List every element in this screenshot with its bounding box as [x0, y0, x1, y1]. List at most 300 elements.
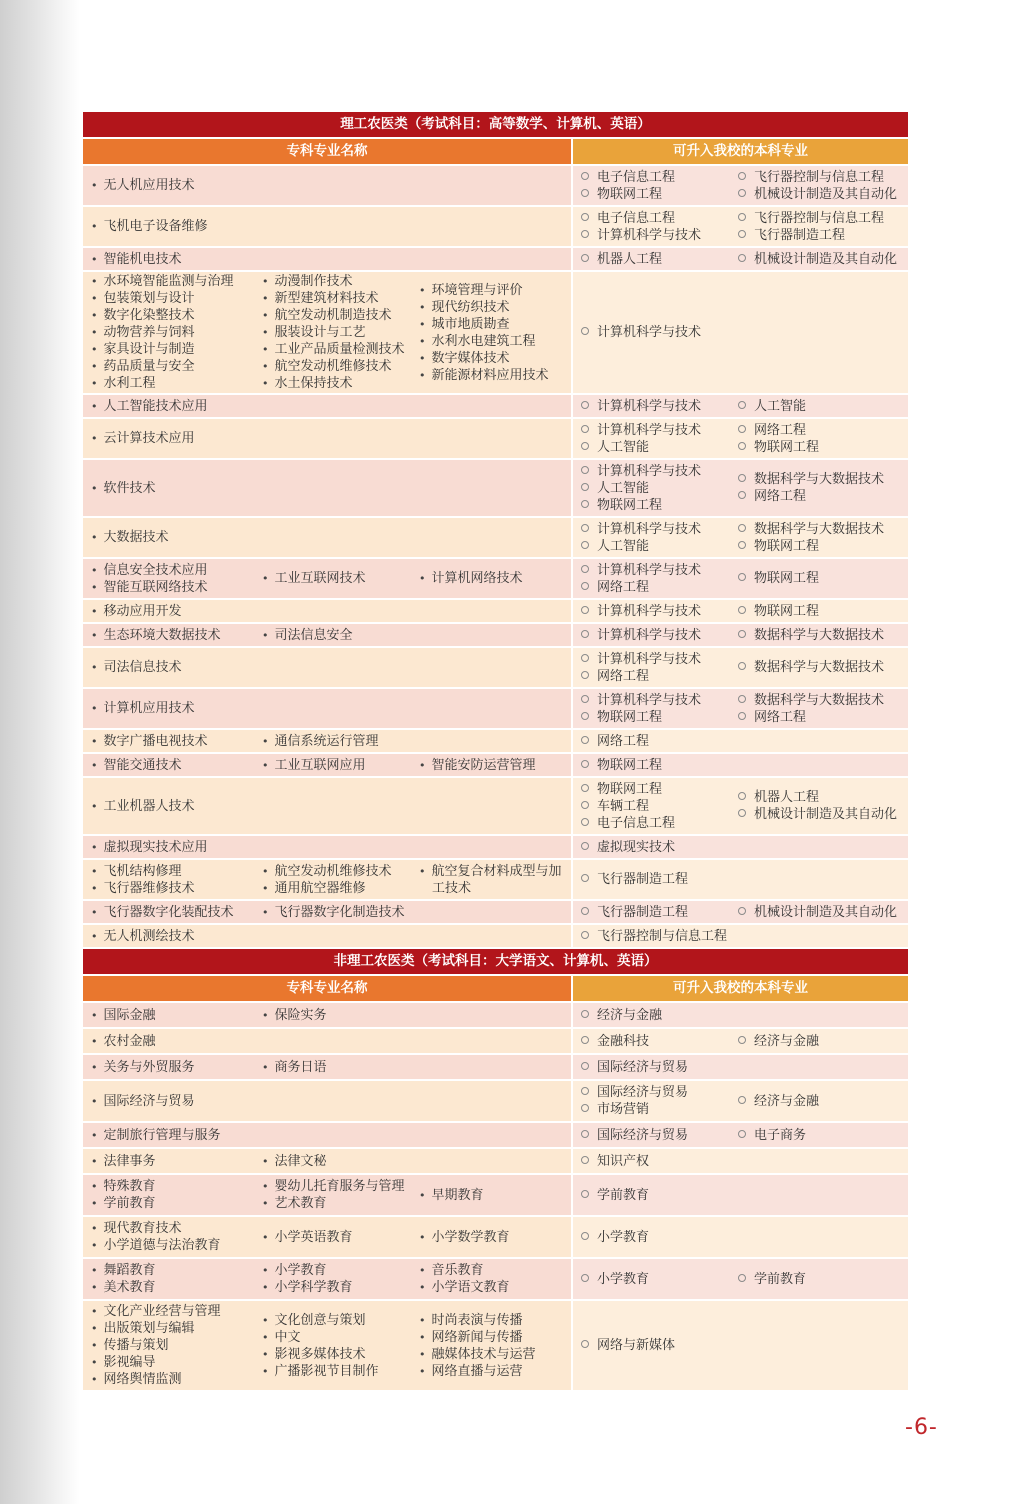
bachelor-major-item: 网络工程: [581, 668, 730, 685]
bachelor-major-item: 飞行器控制与信息工程: [581, 928, 730, 945]
diploma-major-item: • 虚拟现实技术应用: [91, 839, 571, 856]
bachelor-major-column: [730, 627, 908, 644]
diploma-major-item: • 数字广播电视技术: [91, 733, 240, 750]
diploma-major-column: [240, 1229, 397, 1246]
diploma-majors-cell: [83, 648, 571, 687]
diploma-major-column: [397, 757, 571, 774]
diploma-majors-cell: [83, 272, 571, 393]
diploma-major-item: • 水利工程: [91, 375, 240, 392]
diploma-major-item: • 网络新闻与传播: [419, 1329, 571, 1346]
diploma-major-item: • 无人机测绘技术: [91, 928, 571, 945]
diploma-major-item: • 出版策划与编辑: [91, 1320, 240, 1337]
bachelor-major-item: 网络工程: [581, 579, 730, 596]
table-row: [83, 925, 908, 947]
diploma-major-item: • 云计算技术应用: [91, 430, 571, 447]
table-row: [83, 395, 908, 417]
diploma-major-column: [240, 273, 405, 392]
diploma-major-item: • 广播影视节目制作: [262, 1363, 397, 1380]
diploma-major-column: [240, 733, 397, 750]
bachelor-majors-cell: [573, 460, 908, 516]
diploma-major-column: [83, 251, 571, 268]
diploma-majors-cell: [83, 207, 571, 246]
diploma-majors-cell: [83, 1217, 571, 1257]
bachelor-major-item: 人工智能: [738, 398, 908, 415]
diploma-majors-cell: [83, 860, 571, 899]
bachelor-major-column: [573, 463, 730, 514]
diploma-major-column: [83, 1153, 240, 1170]
diploma-majors-cell: [83, 1123, 571, 1147]
diploma-major-item: • 航空复合材料成型与加工技术: [419, 863, 571, 897]
diploma-major-item: • 早期教育: [419, 1187, 571, 1204]
diploma-major-item: • 城市地质勘查: [419, 316, 571, 333]
bachelor-major-item: 网络工程: [738, 488, 908, 505]
column-header-diploma-majors: 专科专业名称: [83, 976, 571, 1001]
diploma-major-column: [83, 757, 240, 774]
diploma-major-item: • 艺术教育: [262, 1195, 397, 1212]
bachelor-major-item: 计算机科学与技术: [581, 227, 730, 244]
diploma-major-item: • 家具设计与制造: [91, 341, 240, 358]
diploma-majors-cell: [83, 1081, 571, 1121]
diploma-major-item: • 小学道德与法治教育: [91, 1237, 240, 1254]
bachelor-majors-cell: [573, 166, 908, 205]
bachelor-major-column: [573, 251, 730, 268]
diploma-major-item: • 传播与策划: [91, 1337, 240, 1354]
diploma-majors-cell: [83, 925, 571, 947]
diploma-major-item: • 航空发动机制造技术: [262, 307, 397, 324]
bachelor-major-item: 数据科学与大数据技术: [738, 627, 908, 644]
diploma-major-item: • 工业产品质量检测技术: [262, 341, 397, 358]
diploma-major-column: [83, 863, 240, 897]
bachelor-major-column: [730, 521, 908, 555]
table-row: [83, 648, 908, 687]
diploma-major-item: • 通信系统运行管理: [262, 733, 397, 750]
bachelor-major-item: 学前教育: [581, 1187, 730, 1204]
bachelor-major-item: 物联网工程: [581, 757, 730, 774]
diploma-major-item: • 工业互联网技术: [262, 570, 397, 587]
diploma-major-item: • 司法信息技术: [91, 659, 571, 676]
diploma-majors-cell: [83, 395, 571, 417]
bachelor-major-column: [730, 659, 908, 676]
bachelor-majors-cell: [573, 1301, 908, 1390]
table-row: [83, 1149, 908, 1173]
diploma-major-item: • 信息安全技术应用: [91, 562, 240, 579]
bachelor-majors-cell: [573, 754, 908, 776]
bachelor-major-item: 飞行器制造工程: [581, 904, 730, 921]
bachelor-major-item: 网络与新媒体: [581, 1337, 730, 1354]
diploma-major-item: • 小学语文教育: [419, 1279, 571, 1296]
bachelor-major-column: [573, 1007, 730, 1024]
bachelor-major-item: 金融科技: [581, 1033, 730, 1050]
diploma-major-column: [240, 570, 397, 587]
diploma-major-column: [240, 757, 397, 774]
bachelor-major-item: 物联网工程: [581, 781, 730, 798]
bachelor-major-column: [573, 757, 730, 774]
diploma-major-column: [83, 839, 571, 856]
page-number: -6-: [905, 1415, 938, 1440]
diploma-major-column: [240, 1312, 397, 1380]
diploma-major-item: • 文化产业经营与管理: [91, 1303, 240, 1320]
diploma-major-item: • 环境管理与评价: [419, 282, 571, 299]
bachelor-major-item: 网络工程: [738, 709, 908, 726]
table-row: [83, 248, 908, 270]
bachelor-major-item: 计算机科学与技术: [581, 463, 730, 480]
diploma-major-column: [83, 1262, 240, 1296]
bachelor-major-item: 知识产权: [581, 1153, 730, 1170]
bachelor-major-item: 经济与金融: [581, 1007, 730, 1024]
bachelor-major-column: [573, 1337, 730, 1354]
bachelor-major-column: [730, 251, 908, 268]
bachelor-major-column: [573, 422, 730, 456]
bachelor-major-item: 计算机科学与技术: [581, 324, 730, 341]
diploma-major-column: [83, 1033, 571, 1050]
diploma-majors-cell: [83, 248, 571, 270]
diploma-majors-cell: [83, 600, 571, 622]
bachelor-major-item: 国际经济与贸易: [581, 1059, 730, 1076]
diploma-major-column: [83, 562, 240, 596]
diploma-major-item: • 药品质量与安全: [91, 358, 240, 375]
bachelor-majors-cell: [573, 248, 908, 270]
bachelor-major-item: 人工智能: [581, 480, 730, 497]
diploma-major-item: • 婴幼儿托育服务与管理: [262, 1178, 397, 1195]
bachelor-majors-cell: [573, 1055, 908, 1079]
bachelor-major-item: 电子信息工程: [581, 210, 730, 227]
bachelor-major-item: 小学教育: [581, 1229, 730, 1246]
diploma-major-item: • 关务与外贸服务: [91, 1059, 240, 1076]
table-row: [83, 518, 908, 557]
bachelor-majors-cell: [573, 901, 908, 923]
bachelor-majors-cell: [573, 778, 908, 834]
bachelor-major-item: 电子商务: [738, 1127, 908, 1144]
bachelor-major-item: 计算机科学与技术: [581, 692, 730, 709]
table-row: [83, 1081, 908, 1121]
bachelor-major-item: 人工智能: [581, 538, 730, 555]
column-header-diploma-majors: 专科专业名称: [83, 139, 571, 164]
bachelor-major-item: 物联网工程: [738, 570, 908, 587]
bachelor-major-column: [730, 1271, 908, 1288]
diploma-major-column: [397, 282, 571, 384]
diploma-major-column: [83, 904, 240, 921]
bachelor-major-item: 计算机科学与技术: [581, 651, 730, 668]
diploma-major-item: • 飞机电子设备维修: [91, 218, 571, 235]
diploma-major-item: • 动漫制作技术: [262, 273, 397, 290]
bachelor-major-item: 机器人工程: [581, 251, 730, 268]
bachelor-majors-cell: [573, 1003, 908, 1027]
table-row: [83, 600, 908, 622]
table-row: [83, 272, 908, 393]
diploma-major-item: • 航空发动机维修技术: [262, 358, 397, 375]
diploma-major-column: [240, 863, 397, 897]
diploma-majors-cell: [83, 460, 571, 516]
diploma-major-item: • 工业互联网应用: [262, 757, 397, 774]
diploma-majors-cell: [83, 518, 571, 557]
table-row: [83, 559, 908, 598]
bachelor-majors-cell: [573, 1149, 908, 1173]
table-row: [83, 1029, 908, 1053]
diploma-major-item: • 飞行器数字化制造技术: [262, 904, 397, 921]
diploma-major-column: [83, 177, 571, 194]
bachelor-major-column: [573, 692, 730, 726]
bachelor-major-column: [573, 928, 730, 945]
diploma-major-column: [397, 1229, 571, 1246]
diploma-major-item: • 农村金融: [91, 1033, 571, 1050]
diploma-majors-cell: [83, 901, 571, 923]
diploma-major-item: • 数字化染整技术: [91, 307, 240, 324]
bachelor-major-item: 小学教育: [581, 1271, 730, 1288]
diploma-major-column: [240, 1059, 397, 1076]
bachelor-major-column: [573, 562, 730, 596]
diploma-major-item: • 文化创意与策划: [262, 1312, 397, 1329]
diploma-major-item: • 法律事务: [91, 1153, 240, 1170]
diploma-majors-cell: [83, 624, 571, 646]
diploma-major-column: [397, 1187, 571, 1204]
diploma-major-item: • 移动应用开发: [91, 603, 571, 620]
diploma-major-column: [83, 603, 571, 620]
bachelor-majors-cell: [573, 1123, 908, 1147]
diploma-major-column: [83, 1220, 240, 1254]
bachelor-major-item: 市场营销: [581, 1101, 730, 1118]
bachelor-majors-cell: [573, 836, 908, 858]
diploma-major-item: • 水土保持技术: [262, 375, 397, 392]
bachelor-major-item: 计算机科学与技术: [581, 398, 730, 415]
bachelor-major-column: [730, 904, 908, 921]
bachelor-major-item: 计算机科学与技术: [581, 422, 730, 439]
bachelor-major-column: [730, 603, 908, 620]
diploma-major-column: [397, 1312, 571, 1380]
bachelor-majors-cell: [573, 207, 908, 246]
bachelor-majors-cell: [573, 272, 908, 393]
diploma-major-item: • 保险实务: [262, 1007, 397, 1024]
bachelor-major-item: 计算机科学与技术: [581, 521, 730, 538]
diploma-majors-cell: [83, 1175, 571, 1215]
diploma-major-item: • 特殊教育: [91, 1178, 240, 1195]
diploma-major-item: • 现代纺织技术: [419, 299, 571, 316]
diploma-major-column: [397, 1262, 571, 1296]
bachelor-major-item: 网络工程: [581, 733, 730, 750]
bachelor-major-column: [573, 1153, 730, 1170]
bachelor-major-item: 物联网工程: [738, 538, 908, 555]
diploma-major-item: • 融媒体技术与运营: [419, 1346, 571, 1363]
bachelor-major-item: 飞行器控制与信息工程: [738, 169, 908, 186]
diploma-major-column: [83, 700, 571, 717]
bachelor-majors-cell: [573, 1259, 908, 1299]
diploma-major-item: • 飞机结构修理: [91, 863, 240, 880]
diploma-major-item: • 法律文秘: [262, 1153, 397, 1170]
bachelor-major-column: [573, 1127, 730, 1144]
diploma-majors-cell: [83, 778, 571, 834]
bachelor-major-item: 计算机科学与技术: [581, 562, 730, 579]
table-row: [83, 207, 908, 246]
bachelor-majors-cell: [573, 600, 908, 622]
bachelor-major-column: [573, 398, 730, 415]
bachelor-majors-cell: [573, 689, 908, 728]
bachelor-major-column: [730, 1093, 908, 1110]
table-row: [83, 460, 908, 516]
table-row: [83, 836, 908, 858]
bachelor-major-column: [573, 1271, 730, 1288]
diploma-major-column: [83, 430, 571, 447]
diploma-major-column: [397, 863, 571, 897]
diploma-major-item: • 计算机网络技术: [419, 570, 571, 587]
bachelor-major-column: [573, 651, 730, 685]
bachelor-major-column: [573, 324, 730, 341]
bachelor-major-column: [730, 570, 908, 587]
diploma-major-item: • 软件技术: [91, 480, 571, 497]
bachelor-major-column: [573, 169, 730, 203]
diploma-majors-cell: [83, 1029, 571, 1053]
bachelor-majors-cell: [573, 419, 908, 458]
bachelor-major-item: 电子信息工程: [581, 815, 730, 832]
diploma-major-item: • 智能交通技术: [91, 757, 240, 774]
diploma-major-item: • 网络直播与运营: [419, 1363, 571, 1380]
column-header-row: [83, 139, 908, 164]
table-row: [83, 1175, 908, 1215]
diploma-major-column: [83, 798, 571, 815]
bachelor-major-item: 经济与金融: [738, 1033, 908, 1050]
bachelor-major-column: [573, 733, 730, 750]
bachelor-major-item: 物联网工程: [581, 709, 730, 726]
diploma-major-item: • 美术教育: [91, 1279, 240, 1296]
diploma-majors-cell: [83, 1259, 571, 1299]
diploma-major-item: • 大数据技术: [91, 529, 571, 546]
bachelor-major-item: 国际经济与贸易: [581, 1084, 730, 1101]
diploma-major-item: • 水环境智能监测与治理: [91, 273, 240, 290]
bachelor-major-column: [730, 210, 908, 244]
bachelor-major-item: 机械设计制造及其自动化: [738, 806, 908, 823]
bachelor-major-column: [730, 422, 908, 456]
table-row: [83, 166, 908, 205]
diploma-major-item: • 工业机器人技术: [91, 798, 571, 815]
bachelor-major-item: 数据科学与大数据技术: [738, 659, 908, 676]
diploma-major-column: [83, 1007, 240, 1024]
table-row: [83, 1003, 908, 1027]
diploma-major-item: • 舞蹈教育: [91, 1262, 240, 1279]
diploma-major-item: • 飞行器维修技术: [91, 880, 240, 897]
bachelor-major-column: [573, 603, 730, 620]
bachelor-major-item: 经济与金融: [738, 1093, 908, 1110]
diploma-majors-cell: [83, 559, 571, 598]
diploma-major-item: • 定制旅行管理与服务: [91, 1127, 571, 1144]
diploma-major-column: [83, 398, 571, 415]
bachelor-majors-cell: [573, 1081, 908, 1121]
column-header-row: [83, 976, 908, 1001]
diploma-major-item: • 包装策划与设计: [91, 290, 240, 307]
bachelor-major-column: [573, 210, 730, 244]
diploma-major-item: • 计算机应用技术: [91, 700, 571, 717]
diploma-major-item: • 国际金融: [91, 1007, 240, 1024]
bachelor-major-item: 物联网工程: [738, 439, 908, 456]
bachelor-major-column: [573, 521, 730, 555]
page-edge-shadow: [0, 0, 80, 1504]
table-row: [83, 419, 908, 458]
bachelor-majors-cell: [573, 1217, 908, 1257]
diploma-major-column: [83, 480, 571, 497]
diploma-major-item: • 司法信息安全: [262, 627, 397, 644]
bachelor-major-item: 网络工程: [738, 422, 908, 439]
bachelor-major-item: 飞行器控制与信息工程: [738, 210, 908, 227]
diploma-majors-cell: [83, 1301, 571, 1390]
diploma-major-item: • 中文: [262, 1329, 397, 1346]
diploma-major-column: [240, 904, 405, 921]
diploma-major-column: [83, 1178, 240, 1212]
diploma-major-item: • 国际经济与贸易: [91, 1093, 571, 1110]
table-row: [83, 1217, 908, 1257]
bachelor-majors-cell: [573, 648, 908, 687]
bachelor-major-item: 数据科学与大数据技术: [738, 692, 908, 709]
diploma-major-item: • 航空发动机维修技术: [262, 863, 397, 880]
diploma-majors-cell: [83, 1055, 571, 1079]
diploma-major-item: • 智能安防运营管理: [419, 757, 571, 774]
bachelor-major-column: [730, 1127, 908, 1144]
table-row: [83, 1301, 908, 1390]
bachelor-major-column: [730, 471, 908, 505]
bachelor-majors-cell: [573, 860, 908, 899]
diploma-major-column: [83, 529, 571, 546]
diploma-major-item: • 时尚表演与传播: [419, 1312, 571, 1329]
diploma-major-item: • 动物营养与饲料: [91, 324, 240, 341]
bachelor-major-column: [573, 1033, 730, 1050]
bachelor-major-column: [573, 1187, 730, 1204]
bachelor-majors-cell: [573, 395, 908, 417]
diploma-major-item: • 智能机电技术: [91, 251, 571, 268]
diploma-major-item: • 小学科学教育: [262, 1279, 397, 1296]
diploma-major-item: • 网络舆情监测: [91, 1371, 240, 1388]
bachelor-major-item: 物联网工程: [581, 186, 730, 203]
diploma-major-item: • 学前教育: [91, 1195, 240, 1212]
bachelor-major-column: [730, 789, 908, 823]
column-header-bachelor-majors: 可升入我校的本科专业: [573, 139, 908, 164]
diploma-major-item: • 新型建筑材料技术: [262, 290, 397, 307]
diploma-majors-cell: [83, 689, 571, 728]
diploma-majors-cell: [83, 419, 571, 458]
bachelor-major-column: [573, 904, 730, 921]
diploma-major-item: • 商务日语: [262, 1059, 397, 1076]
table-row: [83, 624, 908, 646]
bachelor-major-item: 数据科学与大数据技术: [738, 521, 908, 538]
bachelor-major-item: 虚拟现实技术: [581, 839, 730, 856]
diploma-major-item: • 新能源材料应用技术: [419, 367, 571, 384]
diploma-major-column: [83, 659, 571, 676]
bachelor-major-item: 数据科学与大数据技术: [738, 471, 908, 488]
bachelor-major-column: [573, 871, 730, 888]
bachelor-major-item: 国际经济与贸易: [581, 1127, 730, 1144]
diploma-major-item: • 数字媒体技术: [419, 350, 571, 367]
diploma-majors-cell: [83, 1003, 571, 1027]
bachelor-major-item: 人工智能: [581, 439, 730, 456]
bachelor-major-item: 物联网工程: [581, 497, 730, 514]
bachelor-major-item: 机械设计制造及其自动化: [738, 904, 908, 921]
table-row: [83, 730, 908, 752]
bachelor-majors-cell: [573, 925, 908, 947]
table-row: [83, 1055, 908, 1079]
diploma-major-column: [240, 1007, 397, 1024]
diploma-major-column: [83, 733, 240, 750]
diploma-major-item: • 小学英语教育: [262, 1229, 397, 1246]
bachelor-majors-cell: [573, 1175, 908, 1215]
bachelor-major-item: 计算机科学与技术: [581, 627, 730, 644]
column-header-bachelor-majors: 可升入我校的本科专业: [573, 976, 908, 1001]
table-row: [83, 689, 908, 728]
diploma-majors-cell: [83, 1149, 571, 1173]
diploma-major-item: • 音乐教育: [419, 1262, 571, 1279]
table-row: [83, 778, 908, 834]
bachelor-majors-cell: [573, 1029, 908, 1053]
diploma-major-item: • 小学教育: [262, 1262, 397, 1279]
diploma-major-item: • 生态环境大数据技术: [91, 627, 240, 644]
diploma-majors-cell: [83, 754, 571, 776]
section-title: 非理工农医类（考试科目：大学语文、计算机、英语）: [83, 949, 908, 974]
bachelor-major-item: 飞行器制造工程: [581, 871, 730, 888]
bachelor-major-column: [573, 627, 730, 644]
